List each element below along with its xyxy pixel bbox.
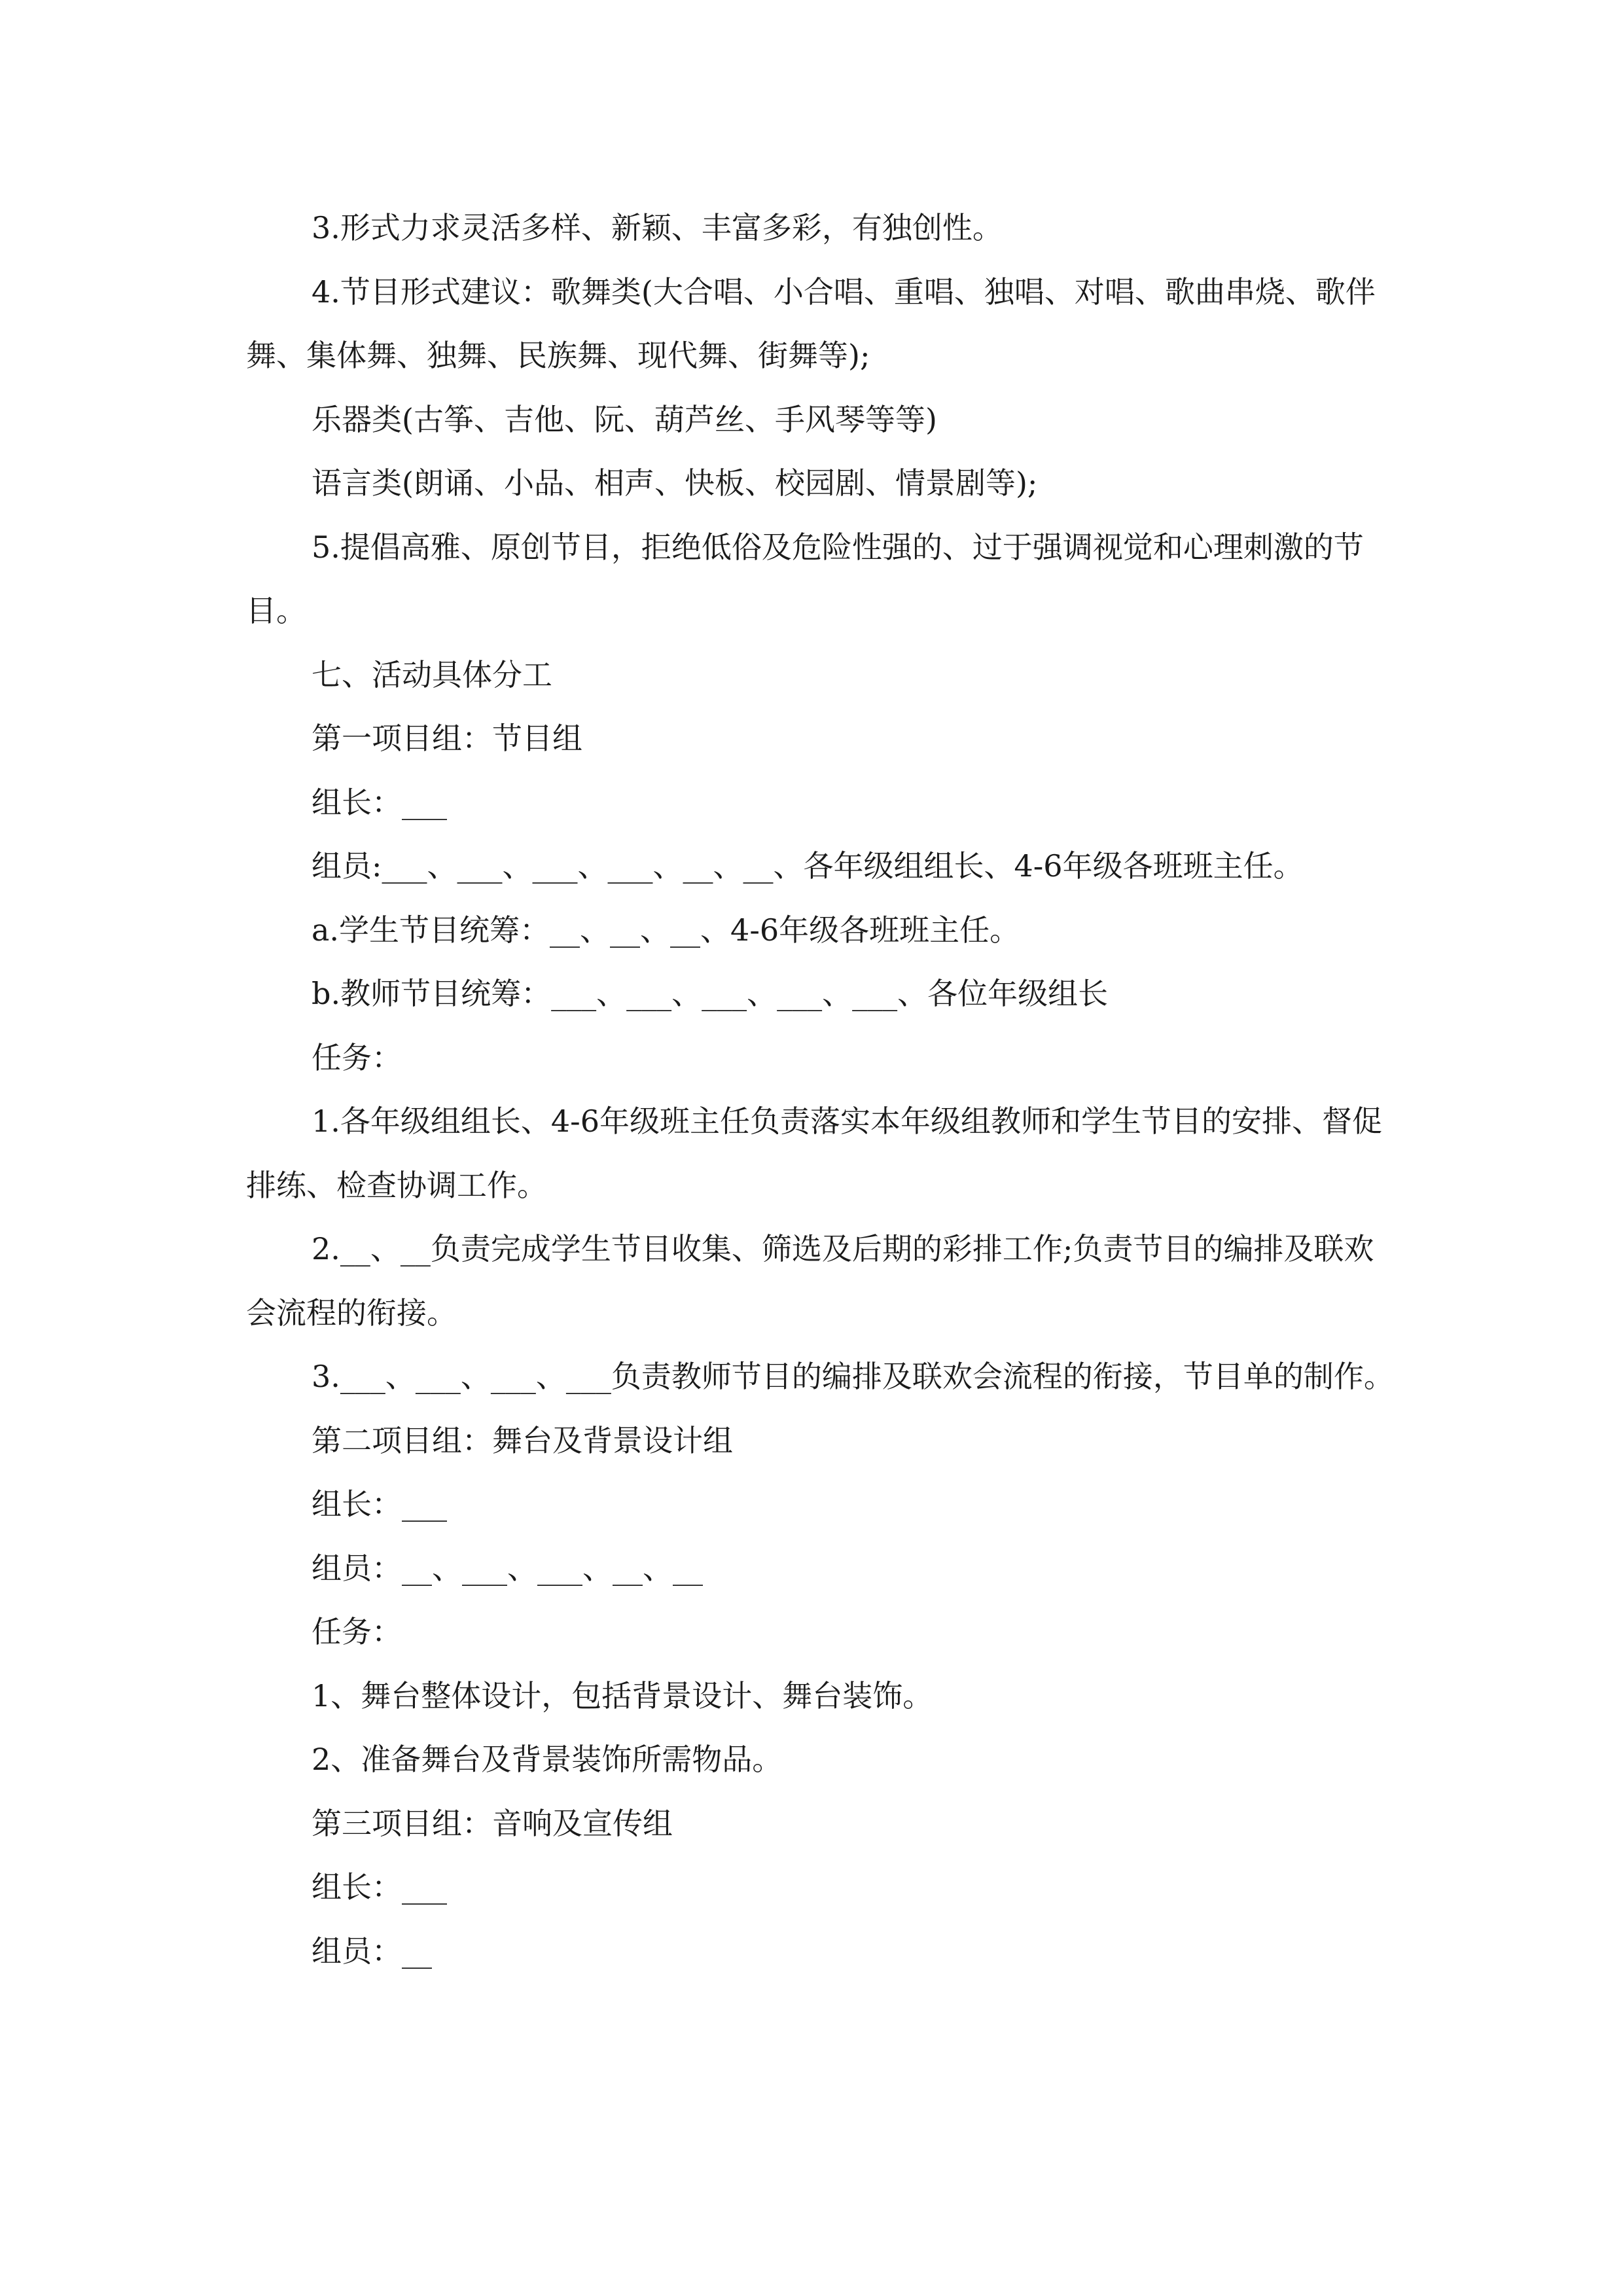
group-1-task-3: 3.___、___、___、___负责教师节目的编排及联欢会流程的衔接，节目单的制作。 [312, 1359, 1394, 1394]
paragraph-instrument-category: 乐器类(古筝、吉他、阮、葫芦丝、手风琴等等) [312, 401, 937, 437]
group-1-student-coordination: a.学生节目统筹：__、__、__、4-6年级各班班主任。 [312, 912, 1020, 948]
paragraph-original-programs: 5.提倡高雅、原创节目，拒绝低俗及危险性强的、过于强调视觉和心理刺激的节目。 [246, 529, 1364, 628]
paragraph-language-category: 语言类(朗诵、小品、相声、快板、校园剧、情景剧等); [312, 465, 1038, 501]
group-2-members: 组员：__、___、___、__、__ [312, 1550, 703, 1586]
group-3-heading: 第三项目组：音响及宣传组 [312, 1805, 673, 1841]
group-1-heading: 第一项目组：节目组 [312, 721, 582, 756]
group-1-task-1: 1.各年级组组长、4-6年级班主任负责落实本年级组教师和学生节目的安排、督促排练、检查协调工作。 [246, 1103, 1382, 1203]
section-heading-division: 七、活动具体分工 [312, 656, 552, 692]
group-1-leader: 组长：___ [312, 784, 447, 820]
group-3-members: 组员：__ [312, 1933, 432, 1969]
group-1-teacher-coordination: b.教师节目统筹：___、___、___、___、___、各位年级组长 [312, 976, 1109, 1011]
group-2-tasks-label: 任务： [312, 1614, 402, 1649]
group-1-members: 组员:___、___、___、___、__、__、各年级组组长、4-6年级各班班主任。 [312, 848, 1304, 884]
group-2-task-2: 2、准备舞台及背景装饰所需物品。 [312, 1742, 783, 1777]
paragraph-program-suggestions: 4.节目形式建议：歌舞类(大合唱、小合唱、重唱、独唱、对唱、歌曲串烧、歌伴舞、集体舞、独舞、民族舞、现代舞、街舞等); [246, 274, 1376, 373]
group-2-heading: 第二项目组：舞台及背景设计组 [312, 1422, 733, 1458]
group-1-task-2: 2.__、__负责完成学生节目收集、筛选及后期的彩排工作;负责节目的编排及联欢会流程的衔接。 [246, 1231, 1374, 1331]
group-1-tasks-label: 任务： [312, 1039, 402, 1075]
paragraph-form-requirement: 3.形式力求灵活多样、新颖、丰富多彩，有独创性。 [312, 210, 1003, 245]
group-3-leader: 组长：___ [312, 1869, 447, 1905]
document-body [246, 196, 1398, 1983]
group-2-leader: 组长：___ [312, 1486, 447, 1522]
group-2-task-1: 1、舞台整体设计，包括背景设计、舞台装饰。 [312, 1677, 933, 1713]
